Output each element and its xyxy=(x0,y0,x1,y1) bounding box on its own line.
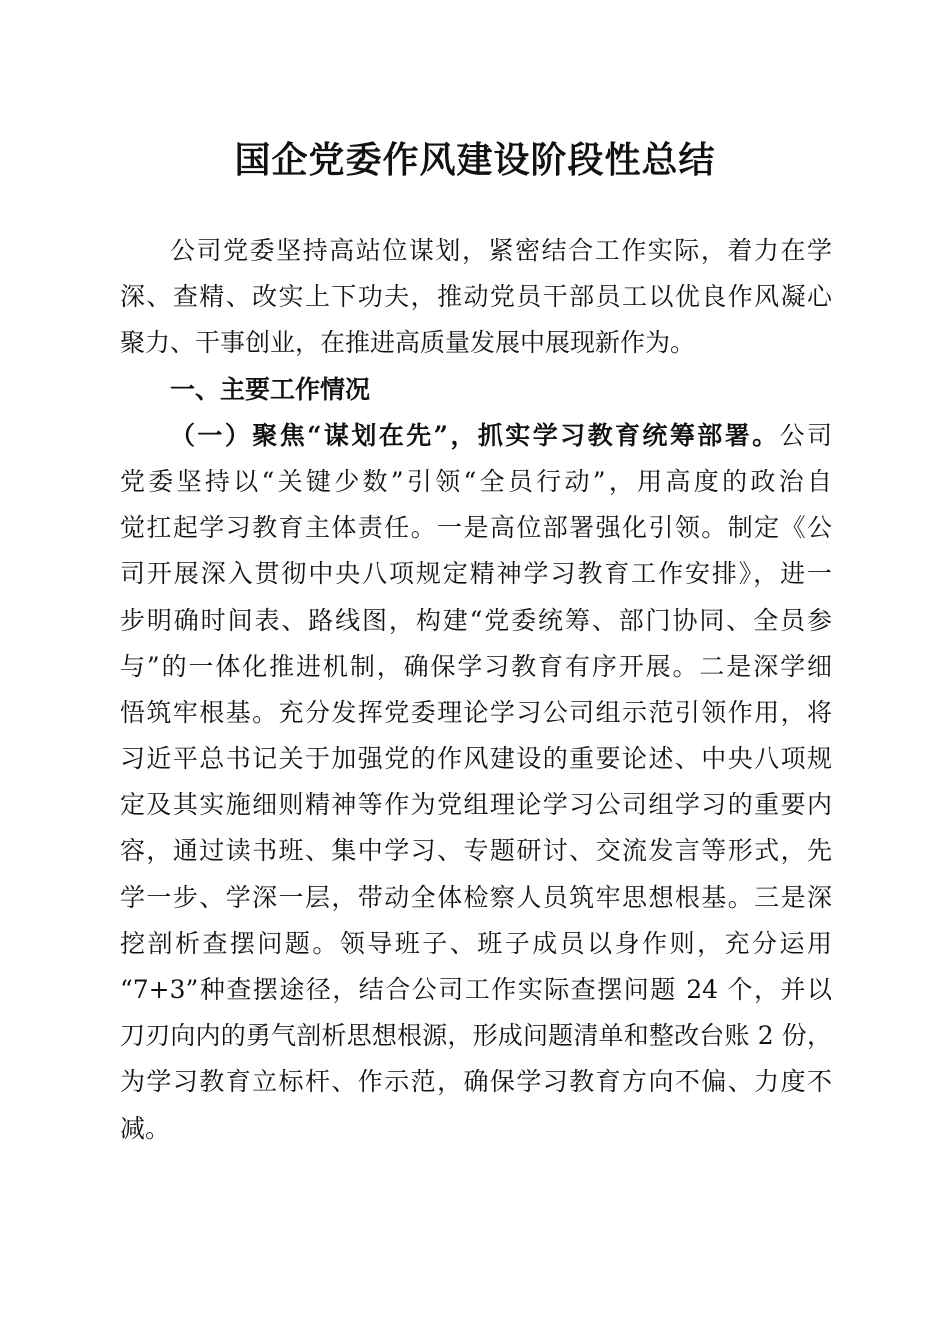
body-line: 悟筑牢根基。充分发挥党委理论学习公司组示范引领作用，将 xyxy=(120,697,832,727)
body-line: “7+3”种查摆途径，结合公司工作实际查摆问题 24 个，并以 xyxy=(120,975,832,1004)
body-line: 挖剖析查摆问题。领导班子、班子成员以身作则，充分运用 xyxy=(120,928,832,958)
body-line: 与”的一体化推进机制，确保学习教育有序开展。二是深学细 xyxy=(120,651,832,681)
body-line: 学一步、学深一层，带动全体检察人员筑牢思想根基。三是深 xyxy=(120,882,832,912)
subsection-first-line-rest: 公司 xyxy=(779,420,832,450)
body-line: 减。 xyxy=(120,1113,171,1143)
section-heading: 一、主要工作情况 xyxy=(170,374,371,404)
intro-line: 深、查精、改实上下功夫，推动党员干部员工以优良作风凝心 xyxy=(120,282,832,312)
body-line: 为学习教育立标杆、作示范，确保学习教育方向不偏、力度不 xyxy=(120,1067,832,1097)
intro-line: 聚力、干事创业，在推进高质量发展中展现新作为。 xyxy=(120,328,696,358)
body-line: 党委坚持以“关键少数”引领“全员行动”，用高度的政治自 xyxy=(120,466,832,496)
document-title: 国企党委作风建设阶段性总结 xyxy=(234,139,716,181)
subsection-heading: （一）聚焦“谋划在先”，抓实学习教育统筹部署。 xyxy=(170,420,780,450)
body-line: 觉扛起学习教育主体责任。一是高位部署强化引领。制定《公 xyxy=(120,513,832,543)
body-line: 容，通过读书班、集中学习、专题研讨、交流发言等形式，先 xyxy=(120,836,832,866)
body-line: 习近平总书记关于加强党的作风建设的重要论述、中央八项规 xyxy=(120,744,832,774)
body-line: 定及其实施细则精神等作为党组理论学习公司组学习的重要内 xyxy=(120,790,832,820)
body-line: 刀刃向内的勇气剖析思想根源，形成问题清单和整改台账 2 份， xyxy=(120,1021,832,1051)
document-body xyxy=(120,228,832,1152)
body-line: 步明确时间表、路线图，构建“党委统筹、部门协同、全员参 xyxy=(120,605,832,635)
body-line: 司开展深入贯彻中央八项规定精神学习教育工作安排》，进一 xyxy=(120,559,832,589)
intro-line: 公司党委坚持高站位谋划，紧密结合工作实际，着力在学 xyxy=(170,236,832,265)
subsection-first-line xyxy=(120,413,832,459)
